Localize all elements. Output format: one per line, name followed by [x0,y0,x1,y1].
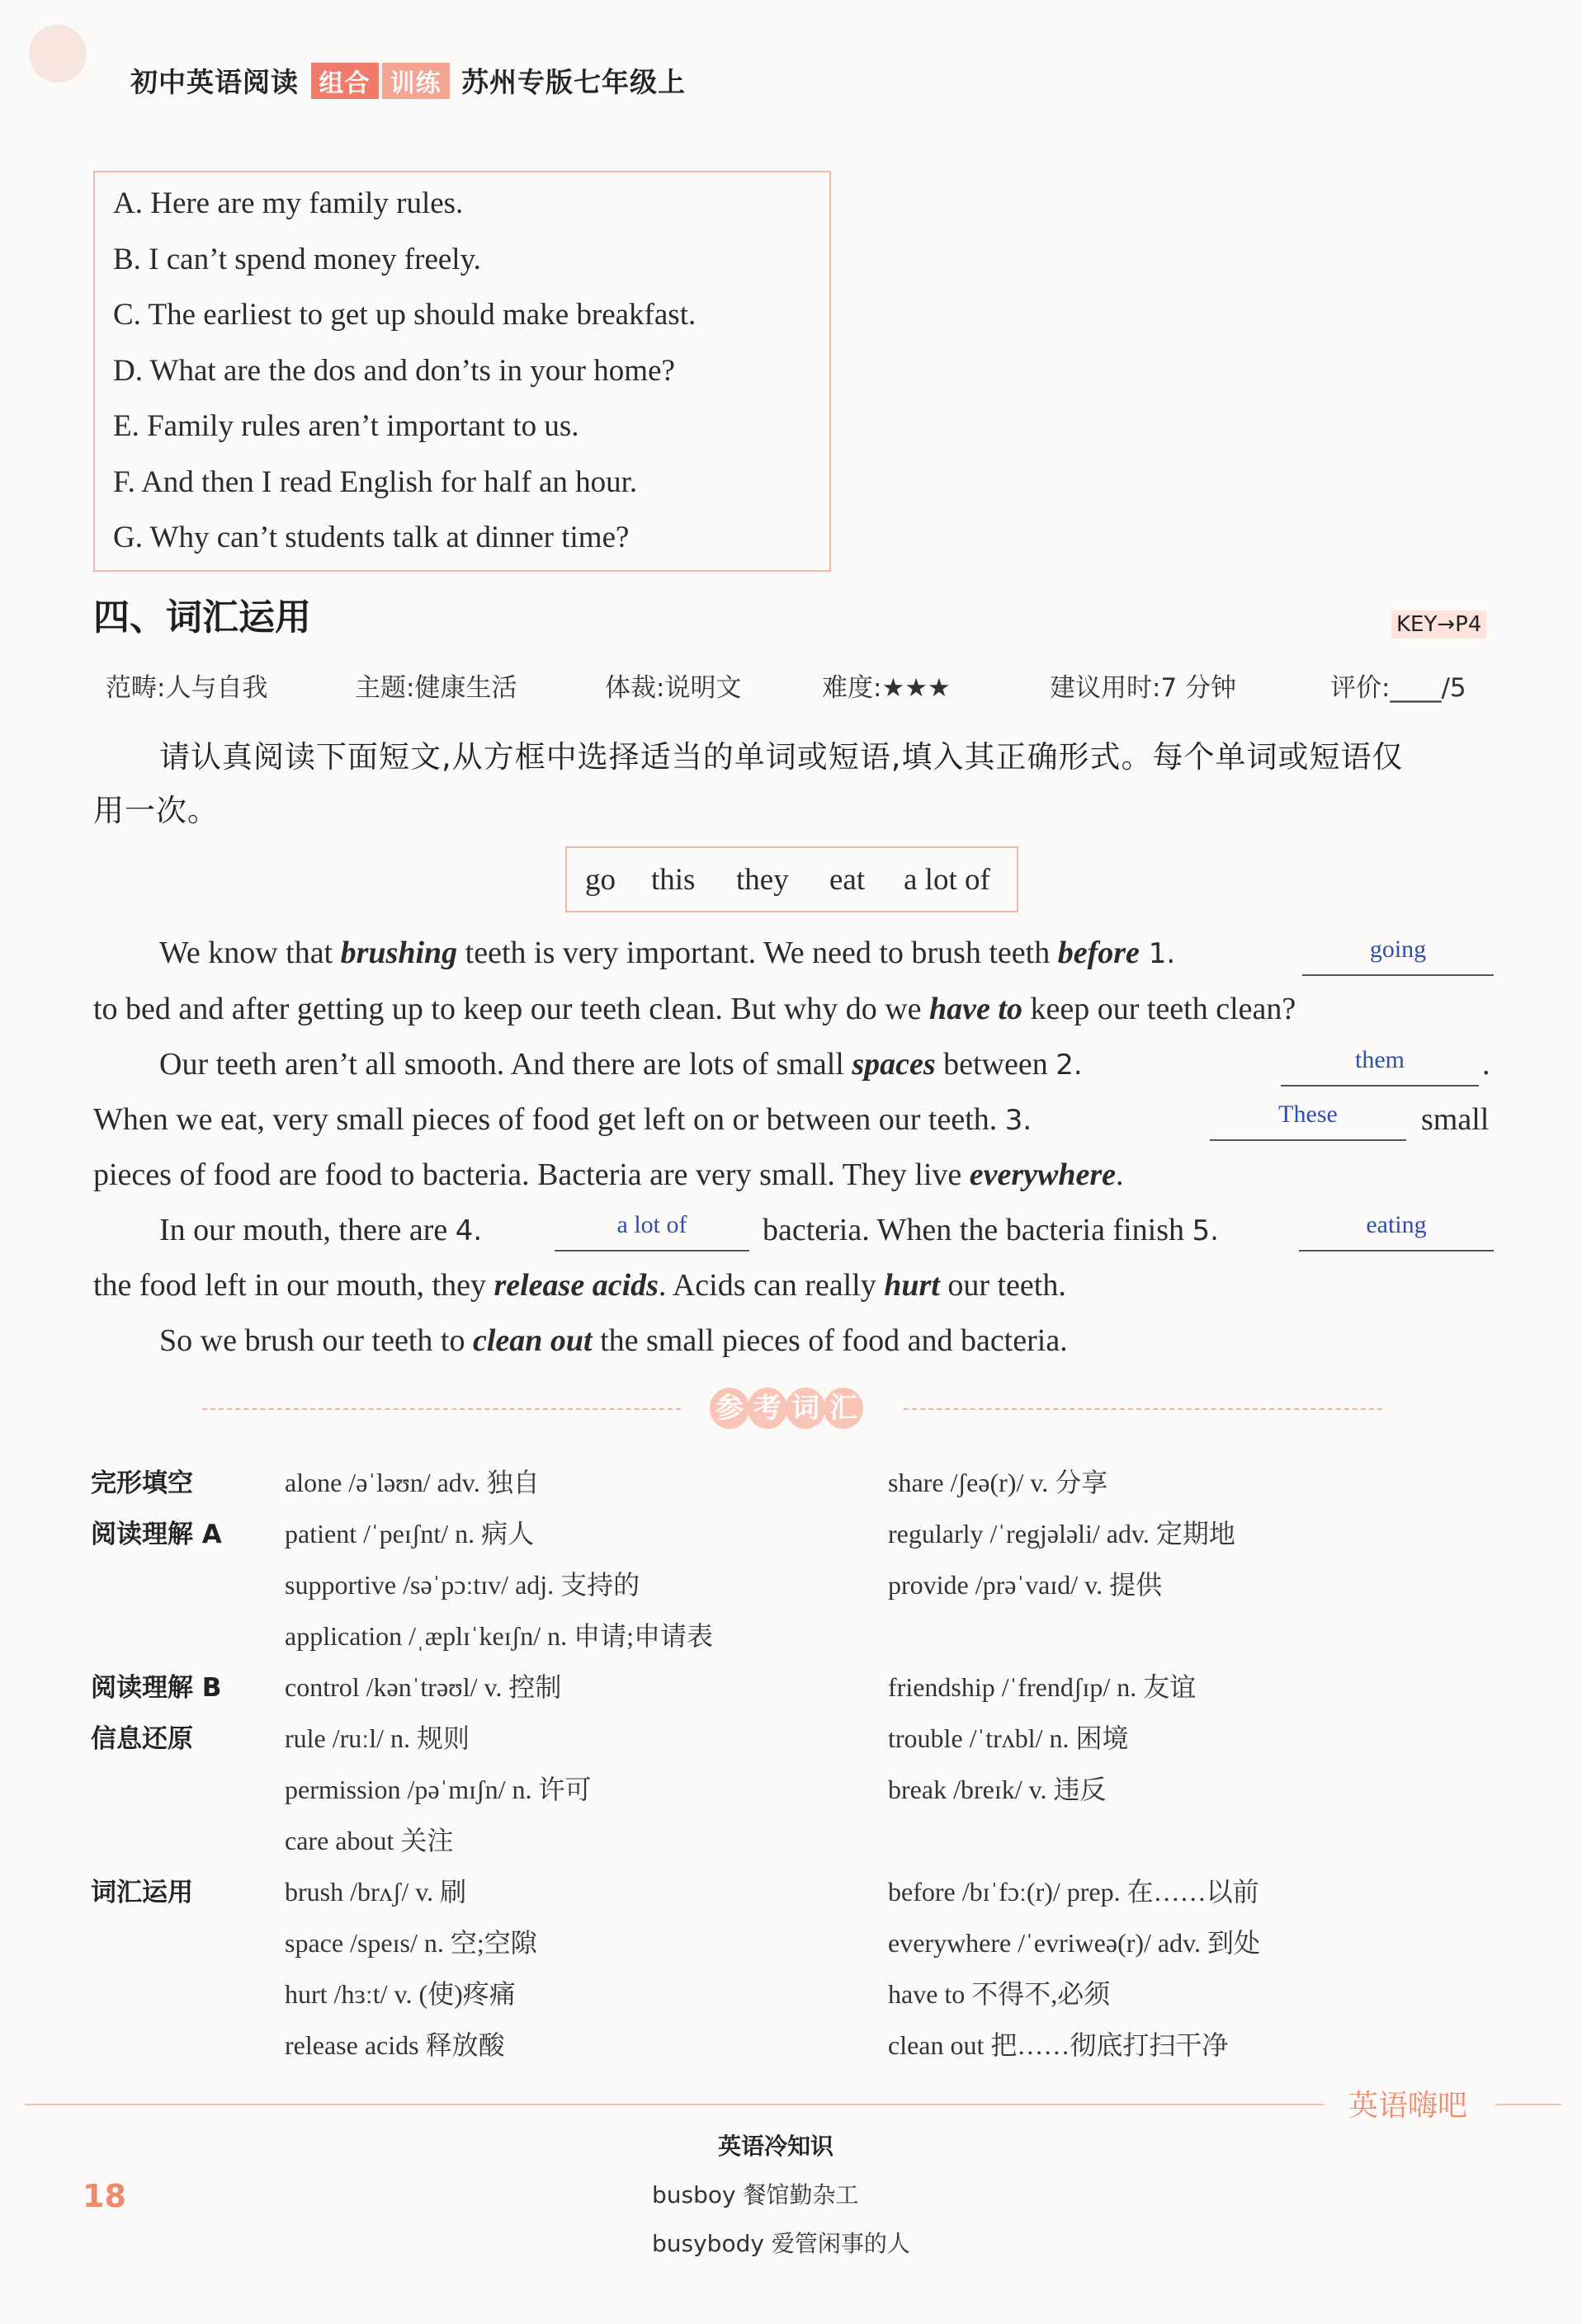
text: the small pieces of food and bacteria. [592,1323,1068,1358]
key-reference: KEY→P4 [1391,610,1486,639]
option-g: G. Why can’t students talk at dinner time? [113,521,630,554]
book-title: 初中英语阅读 [130,66,299,98]
vocab-entry: share /ʃeə(r)/ v. 分享 [888,1468,1108,1497]
passage-line-6b [763,1212,1219,1248]
vocab-entry: hurt /hɜːt/ v. (使)疼痛 [285,1979,516,2009]
meta-domain: 范畴:人与自我 [106,673,268,703]
passage-line-7 [93,1267,1066,1303]
blank-1[interactable] [1302,974,1494,976]
vocab-category: 完形填空 [91,1468,193,1498]
blank-5[interactable] [1299,1250,1494,1252]
answer-4: a lot of [616,1211,687,1238]
word-they: they [736,863,789,897]
text: bacteria. When the bacteria finish [763,1213,1192,1247]
vocab-entry: care about 关注 [285,1826,454,1855]
vocab-entry: provide /prəˈvaɪd/ v. 提供 [888,1570,1163,1600]
vocab-category: 词汇运用 [91,1878,193,1907]
meta-rating: 评价:____/5 [1330,673,1466,703]
divider-left [202,1408,681,1410]
footer-fact: busybody 爱管闲事的人 [652,2230,910,2257]
text: between [935,1047,1056,1082]
option-b: B. I can’t spend money freely. [113,243,481,276]
badge-training: 训练 [382,63,450,99]
bold-word: spaces [852,1047,936,1082]
vocab-entry: friendship /ˈfrendʃɪp/ n. 友谊 [888,1672,1197,1702]
vocab-category: 信息还原 [91,1724,193,1754]
vocab-entry: regularly /ˈregjələli/ adv. 定期地 [888,1519,1235,1549]
bold-word: everywhere [969,1157,1117,1192]
meta-difficulty: 难度:★★★ [822,673,951,703]
blank-number: 2. [1055,1049,1083,1082]
text: In our mouth, there are [159,1213,456,1247]
footer-line-right [1495,2104,1561,2105]
blank-4[interactable] [555,1250,749,1252]
word-a-lot-of: a lot of [904,863,990,897]
option-d: D. What are the dos and don’ts in your home? [113,354,675,388]
vocab-title-char: 词 [786,1388,825,1429]
meta-genre: 体裁:说明文 [605,673,742,703]
footer-line-left [25,2104,1325,2105]
text: . Acids can really [658,1268,885,1303]
text: We know that [159,936,341,970]
options-box [93,171,831,572]
vocab-entry: space /speɪs/ n. 空;空隙 [285,1928,537,1958]
answer-1: going [1369,936,1427,963]
vocab-entry: alone /əˈləʊn/ adv. 独自 [285,1468,540,1497]
text: to bed and after getting up to keep our teeth clean. But why do we [93,992,930,1026]
vocab-entry: patient /ˈpeɪʃnt/ n. 病人 [285,1519,535,1549]
vocab-entry: have to 不得不,必须 [888,1979,1111,2009]
answer-5: eating [1366,1211,1427,1238]
instruction-line-1: 请认真阅读下面短文,从方框中选择适当的单词或短语,填入其正确形式。每个单词或短语仅 [159,739,1404,775]
text: the food left in our mouth, they [93,1268,494,1303]
option-c: C. The earliest to get up should make breakfast. [113,298,697,332]
vocab-entry: break /breɪk/ v. 违反 [888,1775,1107,1804]
section-title: 四、词汇运用 [93,596,311,639]
vocab-entry: clean out 把……彻底打扫干净 [888,2030,1229,2060]
word-this: this [651,863,696,897]
bold-word: clean out [472,1323,593,1358]
passage-line-4 [93,1101,1032,1138]
footer-fact: busboy 餐馆勤杂工 [652,2181,859,2209]
badge-combo: 组合 [311,63,379,99]
option-e: E. Family rules aren’t important to us. [113,409,579,443]
blank-number: 4. [455,1214,483,1247]
vocab-entry: supportive /səˈpɔːtɪv/ adj. 支持的 [285,1570,640,1600]
vocab-title-char: 参 [710,1388,749,1429]
word-box [565,846,1018,912]
vocab-category: 阅读理解 B [91,1673,222,1703]
passage-line-5 [93,1157,1124,1193]
option-a: A. Here are my family rules. [113,186,464,220]
page-number: 18 [83,2178,126,2214]
meta-theme: 主题:健康生活 [355,673,517,703]
answer-3: These [1278,1101,1338,1128]
answer-2: them [1355,1046,1405,1073]
vocab-title-char: 考 [748,1388,787,1429]
text: pieces of food are food to bacteria. Bacteria are very small. They live [93,1157,970,1192]
passage-line-3 [159,1046,1083,1082]
header-logo [29,25,87,82]
divider-right [904,1408,1382,1410]
blank-number: 3. [1004,1104,1032,1137]
text: So we brush our teeth to [159,1323,473,1358]
vocab-entry: everywhere /ˈevriweə(r)/ adv. 到处 [888,1928,1261,1958]
edition: 苏州专版七年级上 [461,66,686,98]
word-go: go [585,863,616,897]
vocab-title [710,1388,875,1432]
text: . [1116,1157,1124,1192]
vocab-entry: control /kənˈtrəʊl/ v. 控制 [285,1672,562,1702]
vocab-entry: application /ˌæplɪˈkeɪʃn/ n. 申请;申请表 [285,1621,714,1651]
passage-line-6 [159,1212,482,1248]
text: Our teeth aren’t all smooth. And there are lots of small [159,1047,852,1082]
bold-word: have to [929,992,1022,1026]
blank-number: 1. [1139,937,1176,970]
text: our teeth. [939,1268,1066,1303]
vocab-entry: rule /ruːl/ n. 规则 [285,1723,470,1753]
vocab-entry: trouble /ˈtrʌbl/ n. 困境 [888,1723,1129,1753]
period: . [1482,1047,1490,1082]
blank-number: 5. [1192,1214,1219,1247]
vocab-entry: brush /brʌʃ/ v. 刷 [285,1877,467,1907]
passage-line-2 [93,991,1296,1027]
text: When we eat, very small pieces of food get left on or between our teeth. [93,1102,1005,1137]
bold-word: release acids [493,1268,659,1303]
passage-line-8 [159,1322,1068,1359]
passage-text: small [1421,1102,1490,1137]
text: teeth is very important. We need to brush teeth [457,936,1058,970]
vocab-entry: permission /pəˈmɪʃn/ n. 许可 [285,1775,592,1804]
passage-line-1 [159,935,1175,971]
footer-brand: 英语嗨吧 [1348,2089,1468,2123]
option-f: F. And then I read English for half an hour. [113,465,638,499]
header [130,61,686,100]
bold-word: hurt [884,1268,940,1303]
word-eat: eat [829,863,866,897]
vocab-entry: release acids 释放酸 [285,2030,505,2060]
bold-word: brushing [340,936,458,970]
blank-2[interactable] [1281,1085,1479,1087]
blank-3[interactable] [1210,1139,1406,1141]
bold-word: before [1057,936,1140,970]
text: keep our teeth clean? [1022,992,1296,1026]
footer-title: 英语冷知识 [718,2133,834,2160]
meta-time: 建议用时:7 分钟 [1050,673,1237,703]
vocab-entry: before /bɪˈfɔː(r)/ prep. 在……以前 [888,1877,1259,1907]
vocab-title-char: 汇 [824,1388,863,1429]
instruction-line-2: 用一次。 [93,793,219,828]
vocab-category: 阅读理解 A [91,1520,222,1549]
